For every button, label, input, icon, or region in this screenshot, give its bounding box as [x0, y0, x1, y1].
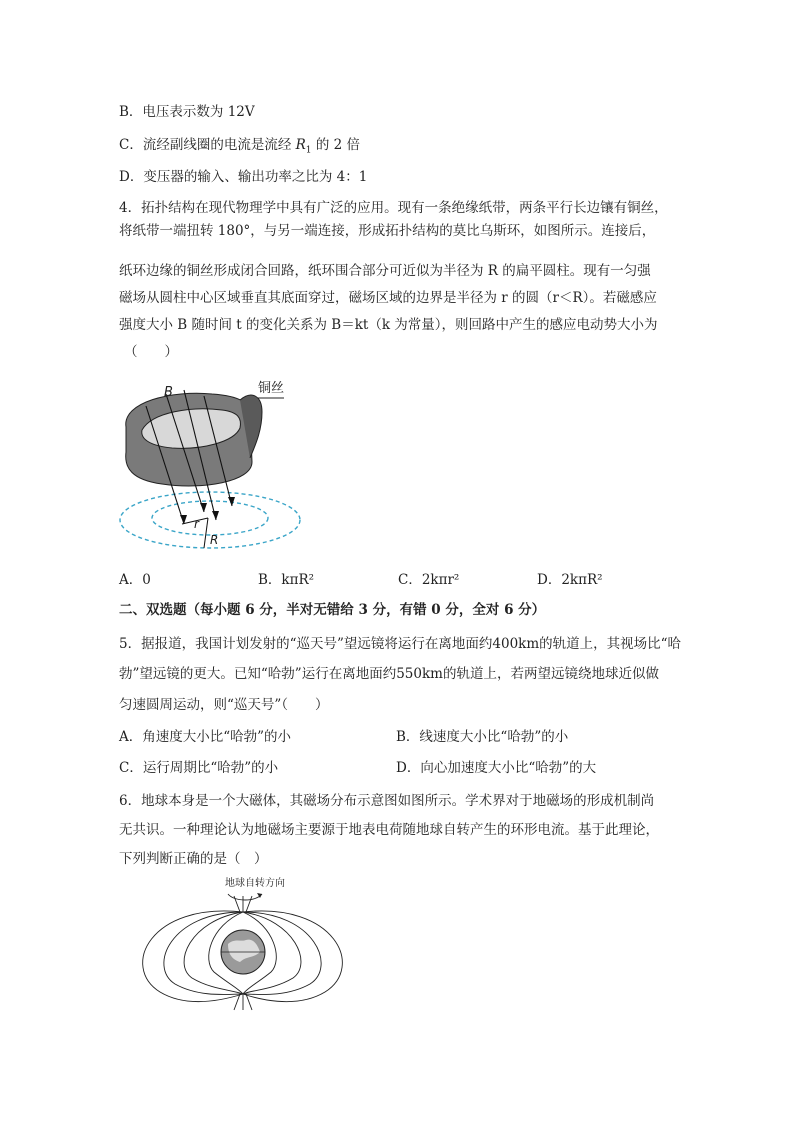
q4-line-1: 4．拓扑结构在现代物理学中具有广泛的应用。现有一条绝缘纸带，两条平行长边镶有铜丝， [119, 200, 668, 216]
mobius-strip-figure [112, 372, 312, 562]
q3-option-c-sub: 1 [305, 145, 312, 156]
q4-line-4: 磁场从圆柱中心区域垂直其底面穿过，磁场区域的边界是半径为 r 的圆（r＜R）。若磁感应 [119, 290, 657, 306]
q4-option-d: D．2kπR² [537, 572, 603, 588]
q5-option-c: C．运行周期比“哈勃”的小 [119, 760, 279, 776]
q3-option-d: D．变压器的输入、输出功率之比为 4：1 [119, 169, 368, 185]
section-2-heading: 二、双选题（每小题 6 分，半对无错给 3 分，有错 0 分，全对 6 分） [119, 602, 546, 618]
label-small-r: r [194, 517, 199, 531]
q4-line-2: 将纸带一端扭转 180°，与另一端连接，形成拓扑结构的莫比乌斯环，如图所示。连接后， [119, 223, 656, 239]
q5-option-a: A．角速度大小比“哈勃”的小 [119, 729, 292, 745]
q4-line-3: 纸环边缘的铜丝形成闭合回路，纸环围合部分可近似为半径为 R 的扁平圆柱。现有一匀强 [119, 263, 651, 279]
q5-line-2: 勃”望远镜的更大。已知“哈勃”运行在离地面约550km的轨道上，若两望远镜绕地球近似做 [119, 666, 659, 682]
q4-answer-blank: （ ） [124, 344, 178, 360]
q6-line-2: 无共识。一种理论认为地磁场主要源于地表电荷随地球自转产生的环形电流。基于此理论， [119, 822, 659, 838]
q4-line-5: 强度大小 B 随时间 t 的变化关系为 B＝kt（k 为常量），则回路中产生的感应电动势大小为 [119, 317, 658, 333]
q5-option-d: D．向心加速度大小比“哈勃”的大 [396, 760, 597, 776]
q5-option-b: B．线速度大小比“哈勃”的小 [396, 729, 569, 745]
q5-line-1: 5．据报道，我国计划发射的“巡天号”望远镜将运行在离地面约400km的轨道上，其视场比“哈 [119, 636, 682, 652]
large-radius-line [204, 518, 208, 548]
q6-line-3: 下列判断正确的是（ ） [119, 851, 268, 867]
earth-magnetic-field-figure [130, 872, 355, 1012]
q3-option-b: B．电压表示数为 12V [119, 104, 255, 120]
q4-option-a: A．0 [119, 572, 151, 588]
q4-option-b: B．kπR² [258, 572, 315, 588]
q3-option-c-tail: 的 2 倍 [311, 137, 360, 153]
inner-dashed-circle [152, 501, 268, 535]
q5-line-3: 匀速圆周运动，则“巡天号”（ ） [119, 697, 329, 713]
rotation-arrow [228, 894, 262, 900]
q3-option-c [119, 136, 360, 160]
label-copper-wire: 铜丝 [258, 381, 285, 396]
q3-option-c-text: C．流经副线圈的电流是流经 [119, 137, 296, 153]
label-big-r: R [210, 533, 219, 547]
q4-option-c: C．2kπr² [398, 572, 460, 588]
q3-option-c-var: R [295, 137, 306, 153]
label-b: B [164, 385, 173, 400]
q6-line-1: 6．地球本身是一个大磁体，其磁场分布示意图如图所示。学术界对于地磁场的形成机制尚 [119, 793, 655, 809]
label-rotation-direction: 地球自转方向 [225, 878, 285, 889]
